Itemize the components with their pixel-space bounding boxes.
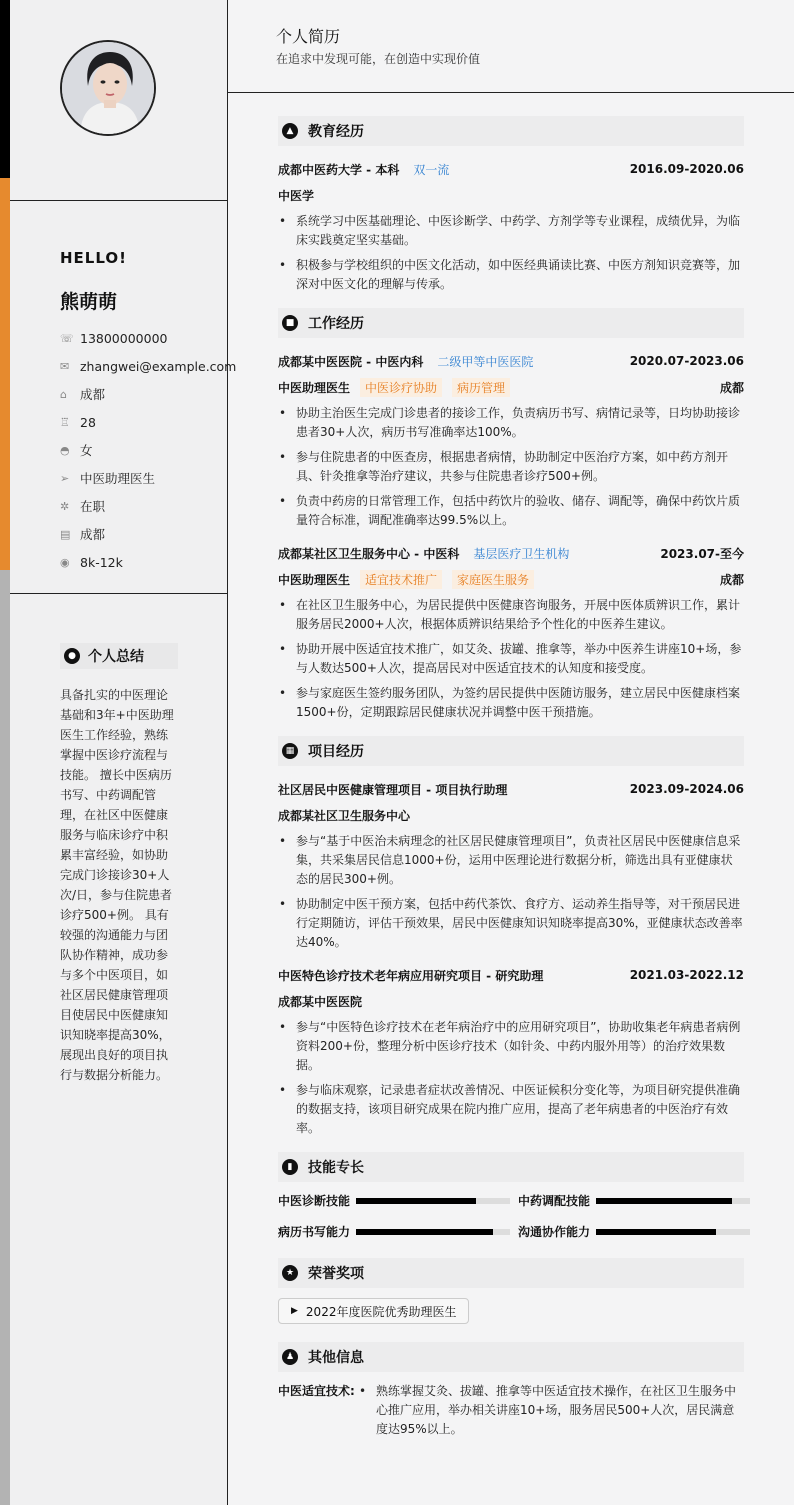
list-item: • 协助制定中医干预方案，包括中药代茶饮、食疗方、运动养生指导等，对干预居民进行定期随访，评估干预效果，居民中医健康知识知晓率提高30%，亚健康状态改善率达40%。 (278, 895, 744, 952)
job-org: 成都某社区卫生服务中心 - 中医科 (278, 546, 460, 561)
summary-heading: ● 个人总结 (60, 643, 178, 669)
list-item: • 参与“基于中医治未病理念的社区居民健康管理项目”，负责社区居民中医健康信息采集，共采集居民信息1000+份，运用中医理论进行数据分析，筛选出具有亚健康状态的居民300+例。 (278, 832, 744, 889)
education-heading: ▲ 教育经历 (278, 116, 744, 146)
project-date: 2023.09-2024.06 (629, 782, 744, 796)
divider (10, 200, 228, 201)
work-heading: ■ 工作经历 (278, 308, 744, 338)
page-subtitle: 在追求中发现可能，在创造中实现价值 (276, 52, 481, 66)
home-icon: ⌂ (60, 387, 67, 401)
send-icon: ➢ (60, 471, 70, 485)
main-content (228, 0, 794, 1505)
list-item: • 负责中药房的日常管理工作，包括中药饮片的验收、储存、调配等，确保中药饮片质量符合标准，调配准确率达99.5%以上。 (278, 492, 744, 530)
grid-icon: ▦ (282, 743, 298, 759)
job-org-tag: 二级甲等中医医院 (437, 354, 534, 369)
skill-bar (356, 1198, 510, 1204)
phone-icon: ☏ (60, 331, 74, 345)
education-row (278, 156, 744, 182)
skill-item: 病历书写能力 (278, 1223, 518, 1240)
skill-bar (596, 1229, 750, 1235)
skills-heading: ▮ 技能专长 (278, 1152, 744, 1182)
skill-tag: 家庭医生服务 (452, 570, 534, 589)
info-location: ▤ 成都 (60, 527, 106, 542)
hello-label: HELLO! (60, 249, 127, 267)
info-position: ➢ 中医助理医生 (60, 471, 156, 486)
project-name: 社区居民中医健康管理项目 - 项目执行助理 (278, 782, 508, 797)
mail-icon: ✉ (60, 359, 70, 373)
skill-item: 中医诊断技能 (278, 1192, 518, 1209)
project-entry (278, 776, 744, 952)
other-key: 中医适宜技术: (278, 1384, 355, 1398)
list-item: • 参与临床观察，记录患者症状改善情况、中医证候积分变化等，为项目研究提供准确的数据支持，该项目研究成果在院内推广应用，提高了老年病患者的中医治疗有效率。 (278, 1081, 744, 1138)
job-date: 2020.07-2023.06 (629, 354, 744, 368)
trophy-icon: ★ (282, 1265, 298, 1281)
divider (10, 593, 228, 594)
job-city: 成都 (719, 380, 744, 395)
project-entry (278, 962, 744, 1138)
school-tag: 双一流 (413, 162, 450, 177)
color-strip (0, 0, 10, 1505)
cake-icon: ♖ (60, 415, 70, 429)
list-item: • 系统学习中医基础理论、中医诊断学、中药学、方剂学等专业课程，成绩优异，为临床实践奠定坚实基础。 (278, 212, 744, 250)
list-item: • 参与家庭医生签约服务团队，为签约居民提供中医随访服务，建立居民中医健康档案1500+份，定期跟踪居民健康状况并调整中医干预措施。 (278, 684, 744, 722)
project-org: 成都某社区卫生服务中心 (278, 808, 411, 823)
skill-item: 沟通协作能力 (518, 1223, 750, 1240)
skill-item: 中药调配技能 (518, 1192, 750, 1209)
info-age: ♖ 28 (60, 414, 96, 430)
list-item: • 参与“中医特色诊疗技术在老年病治疗中的应用研究项目”，协助收集老年病患者病例资料200+份，整理分析中医诊疗技术（如针灸、中药内服外用等）的治疗效果数据。 (278, 1018, 744, 1075)
money-icon: ◉ (60, 555, 70, 569)
other-value: • 熟练掌握艾灸、拔罐、推拿等中医适宜技术操作，在社区卫生服务中心推广应用，举办相关讲座10+场，服务居民500+人次，居民满意度达95%以上。 (358, 1382, 744, 1439)
skill-tag: 适宜技术推广 (360, 570, 442, 589)
info-email: ✉ zhangwei@example.com (60, 358, 237, 374)
job-entry (278, 348, 744, 530)
other-heading: ♟ 其他信息 (278, 1342, 744, 1372)
summary-text: 具备扎实的中医理论基础和3年+中医助理医生工作经验，熟练掌握中医诊疗流程与技能。 擅长中医病历书写、中药调配管理，在社区中医健康服务与临床诊疗中积累丰富经验，如协助完成门诊接诊30+人次/日，参与住院患者诊疗500+例。 具有较强的沟通能力与团队协作精神，成功参与多个中医项目，如社区居民健康管理项目使居民中医健康知识知晓率提高30%，展现出良好的项目执行与数据分析能力。 (60, 688, 174, 1082)
list-item: • 在社区卫生服务中心，为居民提供中医健康咨询服务，开展中医体质辨识工作，累计服务居民2000+人次，根据体质辨识结果给予个性化的中医养生建议。 (278, 596, 744, 634)
award-item[interactable]: ▶ 2022年度医院优秀助理医生 (278, 1298, 469, 1324)
skill-bar (356, 1229, 510, 1235)
projects-heading: ▦ 项目经历 (278, 736, 744, 766)
major: 中医学 (278, 188, 315, 203)
briefcase-icon: ■ (282, 315, 298, 331)
bar-chart-icon: ▮ (282, 1159, 298, 1175)
user-icon: ● (64, 648, 80, 664)
job-date: 2023.07-至今 (660, 546, 744, 561)
school-name: 成都中医药大学 - 本科 (278, 162, 400, 177)
job-role: 中医助理医生 (278, 572, 351, 587)
info-status: ✲ 在职 (60, 499, 106, 514)
info-salary: ◉ 8k-12k (60, 554, 123, 570)
job-org-tag: 基层医疗卫生机构 (473, 546, 570, 561)
divider (228, 92, 794, 93)
status-icon: ✲ (60, 499, 70, 513)
other-info (278, 1382, 744, 1445)
sidebar (10, 0, 237, 1505)
list-item: • 协助主治医生完成门诊患者的接诊工作，负责病历书写、病情记录等，日均协助接诊患者30+人次，病历书写准确率达100%。 (278, 404, 744, 442)
list-item: • 参与住院患者的中医查房，根据患者病情，协助制定中医治疗方案，如中药方剂开具、针灸推拿等治疗建议，共参与住院患者诊疗500+例。 (278, 448, 744, 486)
project-org: 成都某中医医院 (278, 994, 363, 1009)
education-date: 2016.09-2020.06 (629, 162, 744, 176)
info-phone: ☏ 13800000000 (60, 330, 168, 346)
name: 熊萌萌 (60, 291, 118, 313)
job-city: 成都 (719, 572, 744, 587)
job-entry (278, 540, 744, 722)
list-item: • 积极参与学校组织的中医文化活动，如中医经典诵读比赛、中医方剂知识竞赛等，加深对中医文化的理解与传承。 (278, 256, 744, 294)
contact-info (60, 324, 236, 576)
awards-heading: ★ 荣誉奖项 (278, 1258, 744, 1288)
list-item: • 协助开展中医适宜技术推广，如艾灸、拔罐、推拿等，举办中医养生讲座10+场，参与人数达500+人次，提高居民对中医适宜技术的认知度和接受度。 (278, 640, 744, 678)
triangle-right-icon: ▶ (291, 1306, 298, 1316)
graduation-cap-icon: ▲ (282, 123, 298, 139)
skill-tag: 中医诊疗协助 (360, 378, 442, 397)
info-city: ⌂ 成都 (60, 387, 106, 402)
job-org: 成都某中医医院 - 中医内科 (278, 354, 424, 369)
page-title: 个人简历 (276, 27, 341, 46)
gender-icon: ◓ (60, 443, 70, 457)
avatar (60, 40, 156, 136)
project-date: 2021.03-2022.12 (629, 968, 744, 982)
person-icon: ♟ (282, 1349, 298, 1365)
skill-bar (596, 1198, 750, 1204)
skills-grid (278, 1192, 744, 1240)
project-name: 中医特色诊疗技术老年病应用研究项目 - 研究助理 (278, 968, 544, 983)
building-icon: ▤ (60, 527, 71, 541)
skill-tag: 病历管理 (452, 378, 510, 397)
job-role: 中医助理医生 (278, 380, 351, 395)
info-gender: ◓ 女 (60, 443, 93, 458)
